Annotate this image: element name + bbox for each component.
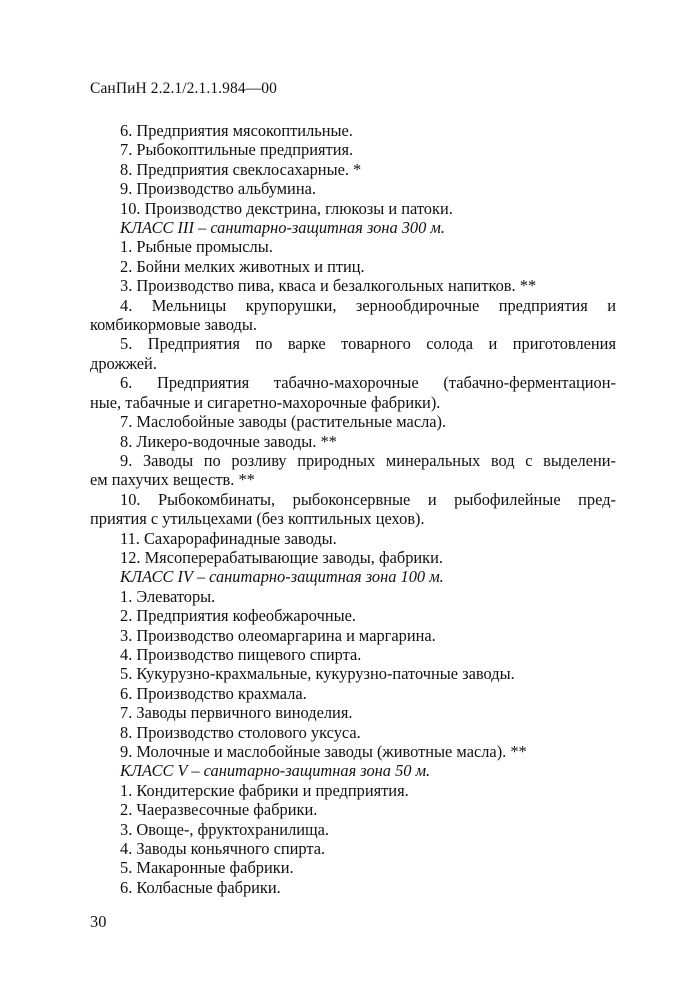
list-item: 12. Мясоперерабатывающие заводы, фабрики. xyxy=(120,547,444,567)
list-item: 1. Рыбные промыслы. xyxy=(120,237,273,257)
list-item: 6. Колбасные фабрики. xyxy=(120,877,281,897)
list-item: 6. Предприятия мясокоптильные. xyxy=(120,121,353,140)
list-item: 10. Рыбокомбинаты, рыбоконсервные и рыбофилейные пред- xyxy=(120,489,616,509)
list-item: 8. Предприятия свеклосахарные. * xyxy=(120,159,362,179)
list-item: 7. Рыбокоптильные предприятия. xyxy=(120,140,354,160)
list-item: 2. Бойни мелких животных и птиц. xyxy=(120,256,365,276)
list-item: 6. Предприятия табачно-махорочные (табачно-ферментацион- xyxy=(120,373,616,393)
list-item: 7. Маслобойные заводы (растительные масла). xyxy=(120,412,447,432)
list-item: 4. Мельницы крупорушки, зернообдирочные предприятия и xyxy=(120,295,616,315)
list-item: 4. Производство пищевого спирта. xyxy=(120,644,362,664)
list-item: 2. Чаеразвесочные фабрики. xyxy=(120,800,318,820)
document-header: СанПиН 2.2.1/2.1.1.984—00 xyxy=(90,80,278,97)
list-item-continuation: ные, табачные и сигаретно-махорочные фабрики). xyxy=(90,392,441,412)
class-3-heading: КЛАСС III – санитарно-защитная зона 300 м. xyxy=(120,218,445,238)
class-5-heading: КЛАСС V – санитарно-защитная зона 50 м. xyxy=(120,761,431,781)
list-item: 2. Предприятия кофеобжарочные. xyxy=(120,606,356,626)
list-item-continuation: дрожжей. xyxy=(90,353,157,373)
list-item-continuation: комбикормовые заводы. xyxy=(90,315,258,335)
list-item: 9. Производство альбумина. xyxy=(120,179,316,199)
list-item: 5. Предприятия по варке товарного солода и приготовления xyxy=(120,334,616,354)
list-item: 3. Овоще-, фруктохранилища. xyxy=(120,819,330,839)
list-item: 10. Производство декстрина, глюкозы и патоки. xyxy=(120,198,453,218)
list-item: 11. Сахарорафинадные заводы. xyxy=(120,528,337,548)
list-item: 9. Заводы по розливу природных минеральных вод с выделени- xyxy=(120,450,616,470)
page-number: 30 xyxy=(90,912,107,931)
document-body xyxy=(90,121,616,897)
list-item: 9. Молочные и маслобойные заводы (животные масла). ** xyxy=(120,742,527,761)
list-item: 7. Заводы первичного виноделия. xyxy=(120,703,353,723)
list-item: 5. Кукурузно-крахмальные, кукурузно-паточные заводы. xyxy=(120,664,515,684)
list-item: 6. Производство крахмала. xyxy=(120,683,307,703)
list-item: 1. Кондитерские фабрики и предприятия. xyxy=(120,780,409,800)
list-item: 8. Производство столового уксуса. xyxy=(120,722,361,742)
list-item: 1. Элеваторы. xyxy=(120,586,216,606)
list-item: 3. Производство пива, кваса и безалкогольных напитков. ** xyxy=(120,276,537,296)
list-item: 4. Заводы коньячного спирта. xyxy=(120,839,326,859)
class-4-heading: КЛАСС IV – санитарно-защитная зона 100 м. xyxy=(120,567,444,587)
list-item: 5. Макаронные фабрики. xyxy=(120,858,294,878)
list-item-continuation: приятия с утильцехами (без коптильных цехов). xyxy=(90,509,425,529)
list-item: 8. Ликеро-водочные заводы. ** xyxy=(120,431,337,451)
list-item-continuation: ем пахучих веществ. ** xyxy=(90,470,255,490)
list-item: 3. Производство олеомаргарина и маргарина. xyxy=(120,625,436,645)
